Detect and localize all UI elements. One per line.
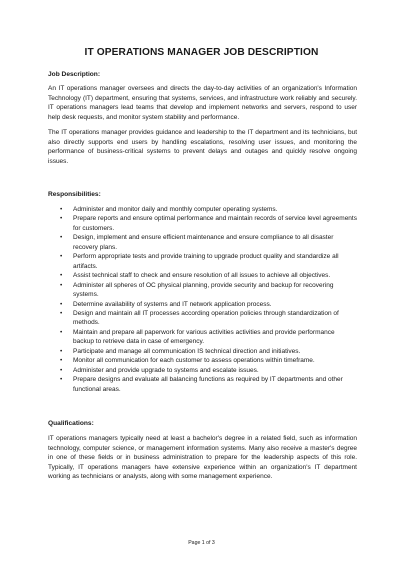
responsibility-item: • Prepare designs and evaluate all balancing functions as required by IT departments and other functional areas.: [48, 375, 357, 394]
page-title: IT OPERATIONS MANAGER JOB DESCRIPTION: [84, 47, 319, 58]
responsibility-item: • Monitor all communication for each customer to assess operations within timeframe.: [48, 356, 357, 365]
job-description-paragraph-1: An IT operations manager oversees and directs the day-to-day activities of an organization's Information Technology (IT) department, ensuring that systems, services, and infrastructure work reliably and securely. IT operations managers lead teams that develop and implement networks and servers, respond to user help desk requests, and monitor system stability and performance.: [48, 85, 357, 121]
responsibility-item: • Assist technical staff to check and ensure resolution of all issues to achieve all objectives.: [48, 271, 357, 280]
page-number: Page 1 of 3: [188, 540, 215, 546]
responsibility-item: • Perform appropriate tests and provide training to upgrade product quality and standardize all artifacts.: [48, 252, 357, 271]
responsibility-item: • Prepare reports and ensure optimal performance and maintain records of service level agreements for customers.: [48, 214, 357, 233]
responsibility-item: • Determine availability of systems and IT network application process.: [48, 300, 357, 309]
responsibility-item: • Design and maintain all IT processes according operation policies through standardization of methods.: [48, 309, 357, 328]
responsibility-item: • Participate and manage all communication IS technical direction and initiatives.: [48, 347, 357, 356]
responsibilities-heading: Responsibilities:: [48, 191, 101, 198]
responsibilities-list: [48, 205, 357, 394]
responsibility-item: • Administer and provide upgrade to systems and escalate issues.: [48, 366, 357, 375]
responsibility-item: • Administer and monitor daily and monthly computer operating systems.: [48, 205, 357, 214]
job-description-heading: Job Description:: [48, 71, 101, 78]
responsibility-item: • Administer all spheres of OC physical planning, provide security and backup for recovering systems.: [48, 281, 357, 300]
qualifications-paragraph: IT operations managers typically need at least a bachelor's degree in a related field, such as information technology, computer science, or management information systems. Many also receive a master's degree in one of these fields or in business administration to prepare for the leadership aspects of this role. Typically, IT operations managers have extensive experience within an organization's IT department working as technicians or analysts, along with some management experience.: [48, 435, 357, 481]
job-description-paragraph-2: The IT operations manager provides guidance and leadership to the IT department and its technicians, but also directly supports end users by handling escalations, resolving user issues, and monitoring the performance of business-critical systems to prevent delays and outages and quickly resolve ongoing issues.: [48, 129, 357, 165]
qualifications-heading: Qualifications:: [48, 420, 94, 427]
responsibility-item: • Maintain and prepare all paperwork for various activities activities and provide performance backup to retrieve data in case of emergency.: [48, 328, 357, 347]
responsibility-item: • Design, implement and ensure efficient maintenance and ensure compliance to all disaster recovery plans.: [48, 233, 357, 252]
